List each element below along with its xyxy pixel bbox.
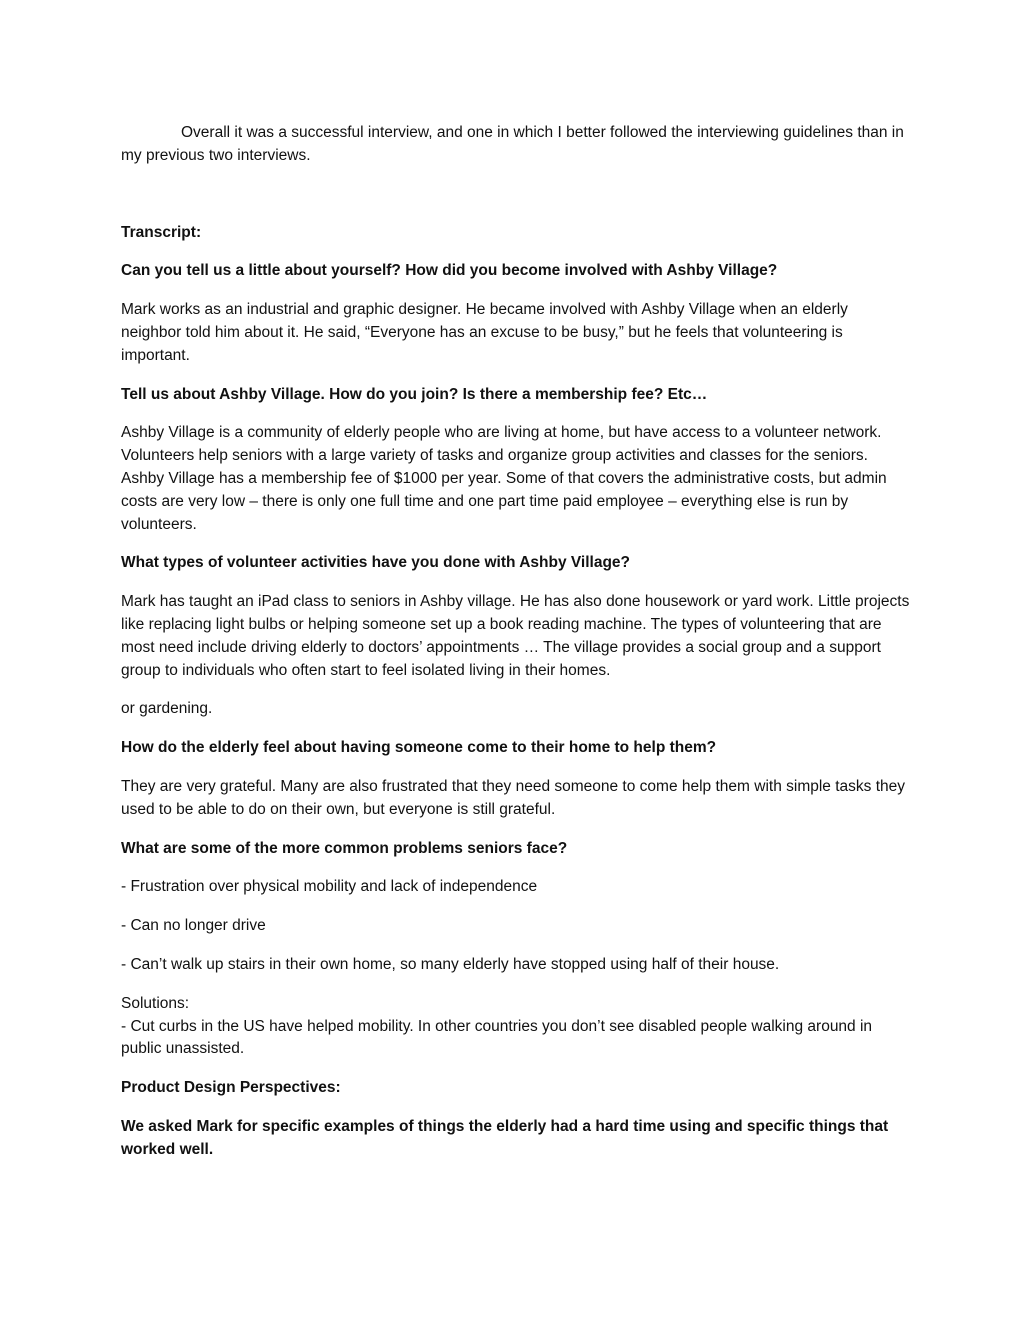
question-5: What are some of the more common problems seniors face?	[121, 839, 568, 857]
problem-item: - Can no longer drive	[121, 917, 266, 935]
solutions-label: Solutions:	[121, 994, 190, 1012]
answer-3-extra: or gardening.	[121, 700, 213, 718]
answer-3: Mark has taught an iPad class to seniors in Ashby village. He has also done housework or yard work. Little projects like replacing light bulbs or helping someone set up a book reading machine. The types of volunteering that are most need include driving elderly to doctors’ appointments … The village provides a social group and a support group to individuals who often start to feel isolated living in their homes.	[121, 593, 910, 679]
problem-item: - Can’t walk up stairs in their own home, so many elderly have stopped using half of their house.	[121, 955, 780, 973]
solutions-item: - Cut curbs in the US have helped mobility. In other countries you don’t see disabled people walking around in public unassisted.	[121, 1017, 873, 1058]
question-3: What types of volunteer activities have you done with Ashby Village?	[121, 554, 631, 572]
product-design-heading: Product Design Perspectives:	[121, 1079, 341, 1097]
answer-1: Mark works as an industrial and graphic designer. He became involved with Ashby Village when an elderly neighbor told him about it. He said, “Everyone has an excuse to be busy,” but he feels that volunteering is important.	[121, 301, 848, 364]
product-design-intro: We asked Mark for specific examples of things the elderly had a hard time using and specific things that worked well.	[121, 1117, 889, 1158]
problem-item: - Frustration over physical mobility and lack of independence	[121, 878, 538, 896]
transcript-heading: Transcript:	[121, 223, 202, 241]
solutions-block	[121, 993, 911, 1061]
question-4: How do the elderly feel about having someone come to their home to help them?	[121, 739, 717, 757]
intro-paragraph: Overall it was a successful interview, and one in which I better followed the interviewing guidelines than in my previous two interviews.	[121, 124, 904, 164]
question-2: Tell us about Ashby Village. How do you join? Is there a membership fee? Etc…	[121, 385, 708, 403]
answer-2: Ashby Village is a community of elderly people who are living at home, but have access to a volunteer network. Volunteers help seniors with a large variety of tasks and organize group activities and classes for the seniors. Ashby Village has a membership fee of $1000 per year. Some of that covers the administrative costs, but admin costs are very low – there is only one full time and one part time paid employee – everything else is run by volunteers.	[121, 424, 887, 533]
document-body	[121, 122, 911, 1178]
question-1: Can you tell us a little about yourself? How did you become involved with Ashby Village?	[121, 262, 778, 280]
answer-4: They are very grateful. Many are also frustrated that they need someone to come help them with simple tasks they used to be able to do on their own, but everyone is still grateful.	[121, 777, 905, 818]
